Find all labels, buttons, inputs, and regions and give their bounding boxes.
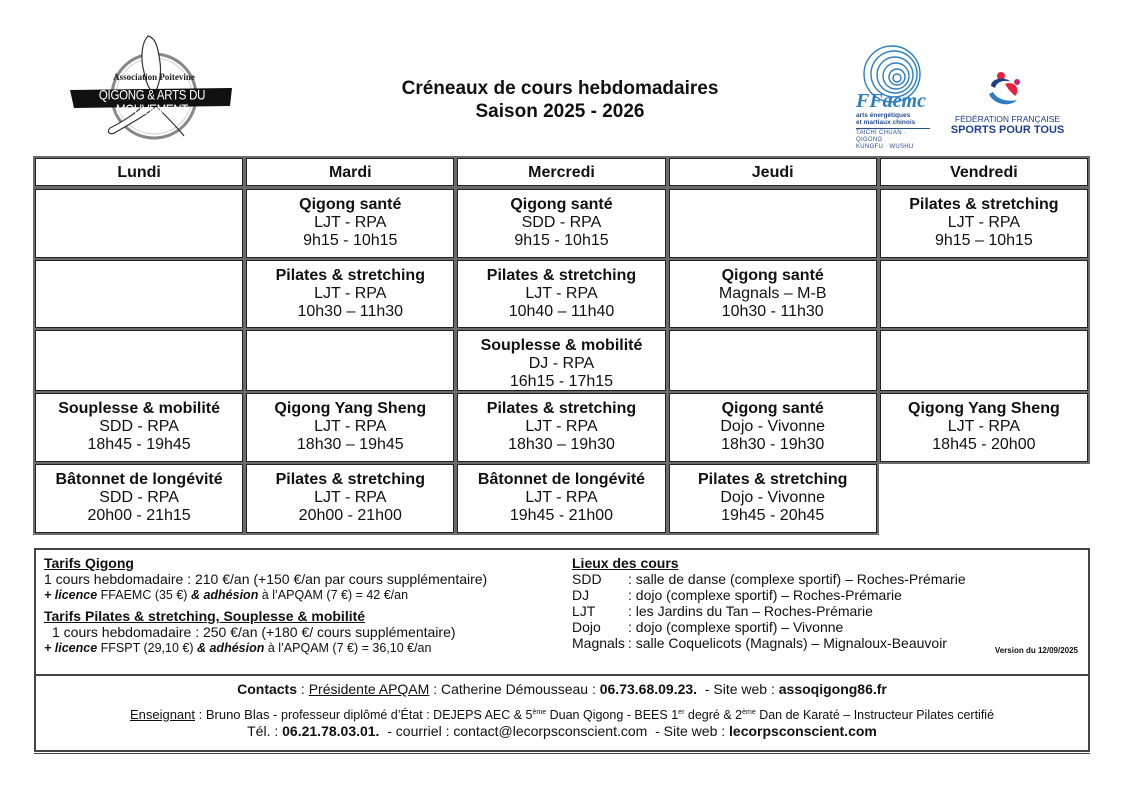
ffaemc-line4: KUNGFU · WUSHU — [856, 144, 914, 150]
lieu-desc: : les Jardins du Tan – Roches-Prémarie — [628, 603, 873, 619]
logo-text-association: Association Poitevine — [113, 72, 195, 82]
lieu-item — [572, 603, 1072, 619]
course-location: SDD - RPA — [99, 489, 179, 506]
and-adhesion: & adhésion — [196, 641, 265, 655]
superscript: ème — [532, 709, 547, 716]
course-slot — [667, 391, 879, 464]
course-time: 9h15 - 10h15 — [514, 232, 609, 249]
day-header-jeudi: Jeudi — [667, 156, 879, 188]
empty-slot — [33, 258, 245, 330]
lieu-code: Dojo — [572, 619, 601, 635]
adhesion-rest: à l’APQAM (7 €) = 36,10 €/an — [264, 641, 432, 655]
lieu-code: Magnals — [572, 635, 625, 651]
ffaemc-line3: TAICHI CHUAN · QIGONG — [856, 130, 907, 143]
sports-pour-tous-emblem-icon — [985, 70, 1025, 110]
course-slot — [878, 391, 1090, 464]
adhesion-rest: à l’APQAM (7 €) = 42 €/an — [258, 588, 409, 602]
tarifs-qigong-licence — [44, 587, 564, 603]
course-slot — [244, 391, 456, 464]
empty-slot — [878, 258, 1090, 330]
course-time: 16h15 - 17h15 — [509, 373, 614, 390]
ffaemc-line1: arts énergétiques — [856, 112, 911, 119]
course-slot — [455, 258, 667, 330]
site-label: - Site web : — [697, 681, 779, 697]
course-location: LJT - RPA — [314, 285, 387, 302]
lieu-code: SDD — [572, 571, 602, 587]
lieux-title: Lieux des cours — [572, 555, 679, 571]
president-phone: 06.73.68.09.23. — [599, 681, 698, 697]
and-adhesion: & adhésion — [190, 588, 259, 602]
teacher-desc-b: Duan Qigong - BEES 1 — [546, 708, 679, 722]
mail-label: - courriel : — [379, 723, 454, 739]
empty-slot — [878, 328, 1090, 393]
course-title: Pilates & stretching — [275, 267, 425, 284]
course-title: Qigong Yang Sheng — [908, 400, 1060, 417]
course-location: DJ - RPA — [528, 355, 595, 372]
info-box — [34, 548, 1090, 676]
course-title: Qigong santé — [721, 400, 824, 417]
course-slot — [455, 462, 667, 535]
course-time: 18h30 – 19h30 — [508, 436, 615, 453]
course-slot — [244, 258, 456, 330]
day-header-vendredi: Vendredi — [878, 156, 1090, 188]
course-title: Qigong santé — [299, 196, 402, 213]
course-time: 9h15 – 10h15 — [934, 232, 1033, 249]
ffaemc-subtitle — [856, 112, 915, 126]
tarifs-qigong-price: 1 cours hebdomadaire : 210 €/an (+150 €/an par cours supplémentaire) — [44, 571, 488, 587]
course-title: Qigong santé — [510, 196, 613, 213]
empty-slot — [33, 328, 245, 393]
lieu-desc: : salle Coquelicots (Magnals) – Mignaloux-Beauvoir — [627, 635, 947, 651]
course-time: 10h40 – 11h40 — [508, 303, 615, 320]
president-label: Présidente APQAM — [308, 681, 430, 697]
lieux-section — [572, 555, 1072, 651]
course-title: Qigong Yang Sheng — [274, 400, 427, 417]
ffspt-line1: FÉDÉRATION FRANÇAISE — [954, 114, 1061, 124]
course-time: 18h45 - 20h00 — [932, 436, 1036, 453]
contacts-sep: : — [297, 681, 309, 697]
course-location: SDD - RPA — [521, 214, 602, 231]
tel-label: Tél. : — [247, 723, 283, 739]
empty-slot — [667, 187, 879, 260]
lieu-code: DJ — [572, 587, 590, 603]
teacher-name: : Bruno Blas - — [195, 707, 281, 722]
course-title: Pilates & stretching — [486, 400, 637, 417]
day-header-mardi: Mardi — [244, 156, 456, 188]
ffspt-line2: SPORTS POUR TOUS — [950, 124, 1065, 136]
lieu-item — [572, 587, 1072, 603]
version-label: Version du 12/09/2025 — [994, 646, 1078, 655]
course-location: LJT - RPA — [947, 418, 1021, 435]
licence-org: FFSPT (29,10 €) — [97, 641, 197, 655]
contacts-box — [34, 676, 1090, 752]
empty-slot — [244, 328, 456, 393]
contacts-teacher-contact-row — [36, 723, 1088, 739]
lieu-desc: : salle de danse (complexe sportif) – Roches-Prémarie — [628, 571, 966, 587]
course-slot — [33, 391, 245, 464]
course-location: LJT - RPA — [314, 214, 387, 231]
teacher-desc-a: professeur diplômé d’État : DEJEPS AEC & 5 — [281, 708, 533, 722]
course-location: LJT - RPA — [314, 418, 387, 435]
tarifs-qigong-title: Tarifs Qigong — [44, 555, 134, 571]
course-title: Pilates & stretching — [909, 196, 1059, 213]
course-time: 10h30 – 11h30 — [297, 303, 404, 320]
course-title: Pilates & stretching — [275, 471, 425, 488]
contacts-teacher-row — [36, 707, 1088, 722]
association-logo — [66, 32, 236, 144]
course-time: 20h00 - 21h00 — [298, 507, 402, 524]
teacher-label: Enseignant — [129, 707, 196, 722]
course-slot — [455, 328, 667, 393]
lieu-item — [572, 571, 1072, 587]
course-location: Dojo - Vivonne — [720, 418, 826, 435]
course-time: 19h45 - 21h00 — [509, 507, 614, 524]
teacher-site-link[interactable]: lecorpsconscient.com — [729, 723, 877, 739]
course-location: LJT - RPA — [525, 489, 598, 506]
teacher-desc-c: degré & 2 — [684, 708, 743, 722]
course-slot — [455, 187, 667, 260]
contacts-president-row — [36, 681, 1088, 697]
course-slot — [33, 462, 245, 535]
contacts-label: Contacts — [237, 681, 298, 697]
lieux-list — [572, 571, 1072, 651]
tarifs-section — [44, 555, 564, 656]
empty-slot — [667, 328, 879, 393]
course-slot — [455, 391, 667, 464]
lieu-item — [572, 619, 1072, 635]
course-location: Magnals – M-B — [718, 285, 827, 302]
teacher-desc-d: Dan de Karaté – Instructeur Pilates certifié — [755, 708, 995, 722]
tarifs-pilates-price: 1 cours hebdomadaire : 250 €/an (+180 €/ cours supplémentaire) — [52, 624, 456, 640]
title-line-1: Créneaux de cours hebdomadaires — [401, 78, 719, 99]
superscript: ème — [742, 709, 756, 716]
teacher-desc — [281, 708, 994, 722]
day-header-mercredi: Mercredi — [455, 156, 667, 188]
course-location: SDD - RPA — [99, 418, 179, 435]
course-title: Bâtonnet de longévité — [55, 471, 223, 488]
course-slot — [244, 462, 456, 535]
course-title: Souplesse & mobilité — [58, 400, 220, 417]
course-time: 9h15 - 10h15 — [303, 232, 398, 249]
ffspt-logo — [945, 70, 1070, 140]
logo-text-qigong: QIGONG & ARTS DU MOUVEMENT — [98, 88, 206, 118]
course-slot — [244, 187, 456, 260]
course-location: LJT - RPA — [314, 489, 387, 506]
lieu-desc: : dojo (complexe sportif) – Roches-Prémarie — [628, 587, 902, 603]
course-title: Pilates & stretching — [698, 471, 848, 488]
day-header-lundi: Lundi — [33, 156, 245, 188]
course-slot — [667, 258, 879, 330]
course-location: LJT - RPA — [947, 214, 1021, 231]
course-slot — [878, 187, 1090, 260]
ffaemc-line2: et martiaux chinois — [856, 119, 916, 126]
course-slot — [667, 462, 879, 535]
plus-licence: + licence — [44, 588, 98, 602]
empty-slot — [33, 187, 245, 260]
site-link[interactable]: assoqigong86.fr — [778, 681, 887, 697]
title-line-2: Saison 2025 - 2026 — [475, 101, 645, 122]
course-location: LJT - RPA — [525, 418, 598, 435]
tarifs-pilates-licence — [44, 640, 564, 656]
plus-licence: + licence — [44, 641, 98, 655]
site2-label: - Site web : — [647, 723, 730, 739]
course-title: Qigong santé — [721, 267, 824, 284]
teacher-phone: 06.21.78.03.01. — [282, 723, 380, 739]
lieu-desc: : dojo (complexe sportif) – Vivonne — [628, 619, 844, 635]
lieu-code: LJT — [572, 603, 596, 619]
ffaemc-wordmark: FFaemc — [856, 90, 926, 112]
ffaemc-logo — [852, 44, 930, 148]
licence-org: FFAEMC (35 €) — [97, 588, 191, 602]
course-location: Dojo - Vivonne — [720, 489, 826, 506]
tarifs-pilates-title: Tarifs Pilates & stretching, Souplesse & mobilité — [44, 608, 366, 624]
superscript: er — [678, 709, 685, 716]
course-time: 18h30 - 19h30 — [721, 436, 825, 453]
page-title — [360, 77, 760, 123]
course-time: 20h00 - 21h15 — [87, 507, 191, 524]
ffaemc-disciplines — [856, 128, 930, 151]
course-time: 18h45 - 19h45 — [87, 436, 191, 453]
course-title: Souplesse & mobilité — [480, 337, 643, 354]
course-title: Bâtonnet de longévité — [477, 471, 646, 488]
course-time: 19h45 - 20h45 — [721, 507, 825, 524]
course-time: 10h30 - 11h30 — [721, 303, 824, 320]
course-time: 18h30 – 19h45 — [296, 436, 404, 453]
course-title: Pilates & stretching — [486, 267, 637, 284]
president-name: : Catherine Démousseau : — [429, 681, 600, 697]
course-location: LJT - RPA — [525, 285, 598, 302]
teacher-email-link[interactable]: contact@lecorpsconscient.com — [453, 723, 648, 739]
